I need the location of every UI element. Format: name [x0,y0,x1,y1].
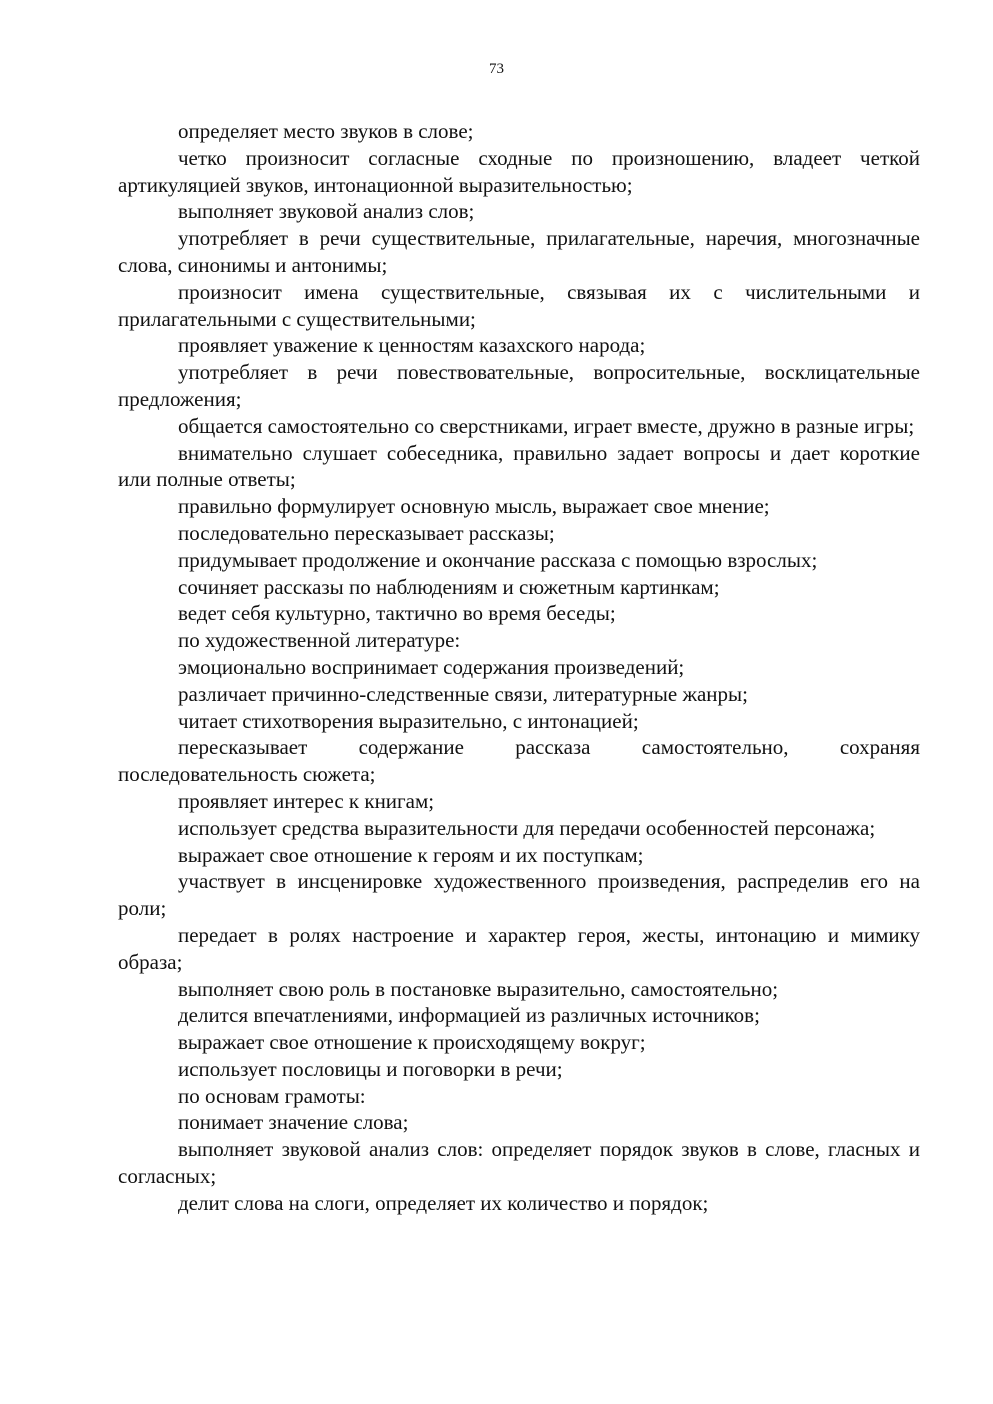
paragraph: делится впечатлениями, информацией из различных источников; [178,1003,760,1028]
paragraph: употребляет в речи повествовательные, вопросительные, восклицательные предложения; [118,360,920,411]
paragraph: проявляет интерес к книгам; [178,788,435,813]
paragraph: выражает свое отношение к происходящему вокруг; [178,1030,646,1055]
paragraph: передает в ролях настроение и характер героя, жесты, интонацию и мимику образа; [118,922,920,974]
section-heading: по художественной литературе: [178,628,461,653]
paragraph: понимает значение слова; [178,1110,409,1135]
paragraph: выражает свое отношение к героям и их поступкам; [178,842,644,867]
paragraph: делит слова на слоги, определяет их количество и порядок; [178,1190,709,1215]
paragraph: использует пословицы и поговорки в речи; [178,1056,563,1081]
paragraph: пересказывает содержание рассказа самостоятельно, сохраняя последовательность сюжета; [118,735,920,787]
paragraph: четко произносит согласные сходные по произношению, владеет четкой артикуляцией звуков, интонационной выразительностью; [118,145,920,197]
paragraph: выполняет звуковой анализ слов; [178,199,475,224]
paragraph: читает стихотворения выразительно, с интонацией; [178,708,639,733]
paragraph: придумывает продолжение и окончание рассказа с помощью взрослых; [178,547,818,572]
paragraph: определяет место звуков в слове; [178,119,474,143]
page-number: 73 [489,61,504,77]
paragraph: использует средства выразительности для передачи особенностей персонажа; [178,815,876,840]
paragraph: эмоционально воспринимает содержания произведений; [178,654,685,679]
paragraph: выполняет свою роль в постановке выразительно, самостоятельно; [178,976,779,1001]
section-heading: по основам грамоты: [178,1083,366,1108]
paragraph: различает причинно-следственные связи, литературные жанры; [178,681,748,706]
paragraph: участвует в инсценировке художественного произведения, распределив его на роли; [118,869,920,921]
paragraph: последовательно пересказывает рассказы; [178,520,555,545]
page-content [118,118,920,1217]
paragraph: произносит имена существительные, связывая их с числительными и прилагательными с существительными; [118,279,920,331]
paragraph: общается самостоятельно со сверстниками, играет вместе, дружно в разные игры; [178,413,915,438]
paragraph: употребляет в речи существительные, прилагательные, наречия, многозначные слова, синонимы и антонимы; [118,226,920,277]
paragraph: выполняет звуковой анализ слов: определяет порядок звуков в слове, гласных и согласных; [118,1137,920,1189]
paragraph: проявляет уважение к ценностям казахского народа; [178,333,646,358]
paragraph: правильно формулирует основную мысль, выражает свое мнение; [178,494,770,519]
paragraph: внимательно слушает собеседника, правильно задает вопросы и дает короткие или полные ответы; [118,440,920,492]
paragraph: ведет себя культурно, тактично во время беседы; [178,601,616,626]
paragraph: сочиняет рассказы по наблюдениям и сюжетным картинкам; [178,574,720,599]
